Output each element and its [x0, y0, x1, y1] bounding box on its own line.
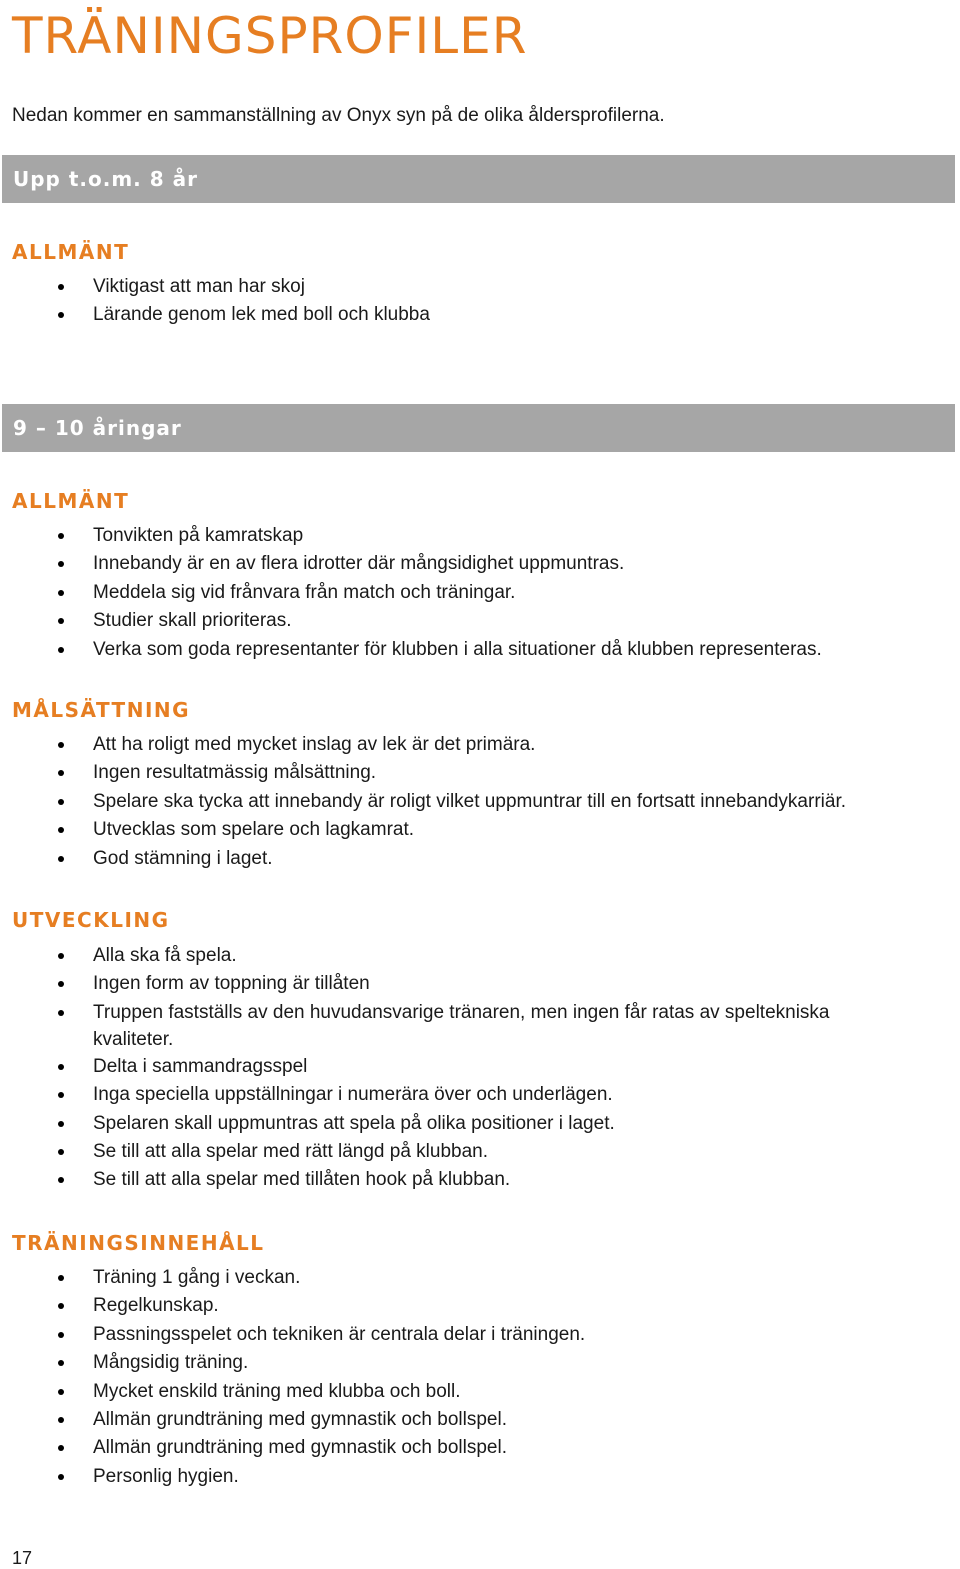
section2-allmant-heading: ALLMÄNT: [12, 489, 130, 513]
bullet-icon: [56, 845, 66, 873]
list-item: Viktigast att man har skoj: [0, 273, 940, 301]
bullet-icon: [56, 522, 66, 550]
list-item: Verka som goda representanter för klubben i alla situationer då klubben representeras.: [0, 636, 940, 664]
list-item: Studier skall prioriteras.: [0, 607, 940, 635]
bullet-icon: [56, 759, 66, 787]
list-item: Delta i sammandragsspel: [0, 1053, 940, 1081]
intro-text: Nedan kommer en sammanställning av Onyx syn på de olika åldersprofilerna.: [12, 105, 665, 126]
bullet-icon: [56, 999, 66, 1026]
bullet-icon: [56, 1321, 66, 1349]
list-item: Lärande genom lek med boll och klubba: [0, 301, 940, 329]
malsattning-heading: MÅLSÄTTNING: [12, 698, 191, 722]
bullet-icon: [56, 788, 66, 816]
list-item: Truppen fastställs av den huvudansvarige tränaren, men ingen får ratas av speltekniska kvaliteter.: [0, 999, 893, 1053]
bullet-icon: [56, 1463, 66, 1491]
bullet-icon: [56, 607, 66, 635]
section2-allmant-list: [0, 522, 940, 664]
list-item: Tonvikten på kamratskap: [0, 522, 940, 550]
utveckling-heading: UTVECKLING: [12, 908, 170, 932]
list-item: Se till att alla spelar med rätt längd på klubban.: [0, 1138, 940, 1166]
bullet-icon: [56, 301, 66, 329]
utveckling-list: [0, 942, 940, 1195]
list-item: Spelaren skall uppmuntras att spela på olika positioner i laget.: [0, 1110, 940, 1138]
bullet-icon: [56, 816, 66, 844]
list-item: Mycket enskild träning med klubba och boll.: [0, 1378, 940, 1406]
bullet-icon: [56, 1166, 66, 1194]
list-item: Innebandy är en av flera idrotter där mångsidighet uppmuntras.: [0, 550, 940, 578]
list-item: Personlig hygien.: [0, 1463, 940, 1491]
age-group-band-9-10: 9 – 10 åringar: [2, 404, 955, 452]
list-item: God stämning i laget.: [0, 845, 940, 873]
bullet-icon: [56, 1138, 66, 1166]
list-item: Att ha roligt med mycket inslag av lek är det primära.: [0, 731, 940, 759]
page-title: TRÄNINGSPROFILER: [12, 7, 528, 65]
bullet-icon: [56, 636, 66, 664]
list-item: Ingen resultatmässig målsättning.: [0, 759, 940, 787]
list-item: Allmän grundträning med gymnastik och bollspel.: [0, 1434, 940, 1462]
list-item: Utvecklas som spelare och lagkamrat.: [0, 816, 940, 844]
traningsinnehall-list: [0, 1264, 940, 1491]
traningsinnehall-heading: TRÄNINGSINNEHÅLL: [12, 1231, 265, 1255]
list-item: Meddela sig vid frånvara från match och träningar.: [0, 579, 940, 607]
bullet-icon: [56, 1434, 66, 1462]
list-item: Spelare ska tycka att innebandy är roligt vilket uppmuntrar till en fortsatt innebandykarriär.: [0, 788, 940, 816]
bullet-icon: [56, 1081, 66, 1109]
list-item: Alla ska få spela.: [0, 942, 940, 970]
bullet-icon: [56, 1053, 66, 1081]
page-number: 17: [12, 1548, 33, 1568]
list-item: Se till att alla spelar med tillåten hook på klubban.: [0, 1166, 940, 1194]
bullet-icon: [56, 1406, 66, 1434]
bullet-icon: [56, 273, 66, 301]
list-item: Regelkunskap.: [0, 1292, 940, 1320]
list-item: Ingen form av toppning är tillåten: [0, 970, 940, 998]
list-item: Inga speciella uppställningar i numerära över och underlägen.: [0, 1081, 940, 1109]
bullet-icon: [56, 942, 66, 970]
section1-allmant-list: [0, 273, 940, 330]
bullet-icon: [56, 731, 66, 759]
age-group-band-up-to-8: Upp t.o.m. 8 år: [2, 155, 955, 203]
list-item: Passningsspelet och tekniken är centrala delar i träningen.: [0, 1321, 940, 1349]
list-item: Träning 1 gång i veckan.: [0, 1264, 940, 1292]
bullet-icon: [56, 1110, 66, 1138]
section1-allmant-heading: ALLMÄNT: [12, 240, 130, 264]
bullet-icon: [56, 1378, 66, 1406]
list-item: Mångsidig träning.: [0, 1349, 940, 1377]
bullet-icon: [56, 1349, 66, 1377]
list-item: Allmän grundträning med gymnastik och bollspel.: [0, 1406, 940, 1434]
bullet-icon: [56, 970, 66, 998]
bullet-icon: [56, 1264, 66, 1292]
bullet-icon: [56, 579, 66, 607]
bullet-icon: [56, 550, 66, 578]
bullet-icon: [56, 1292, 66, 1320]
malsattning-list: [0, 731, 940, 873]
